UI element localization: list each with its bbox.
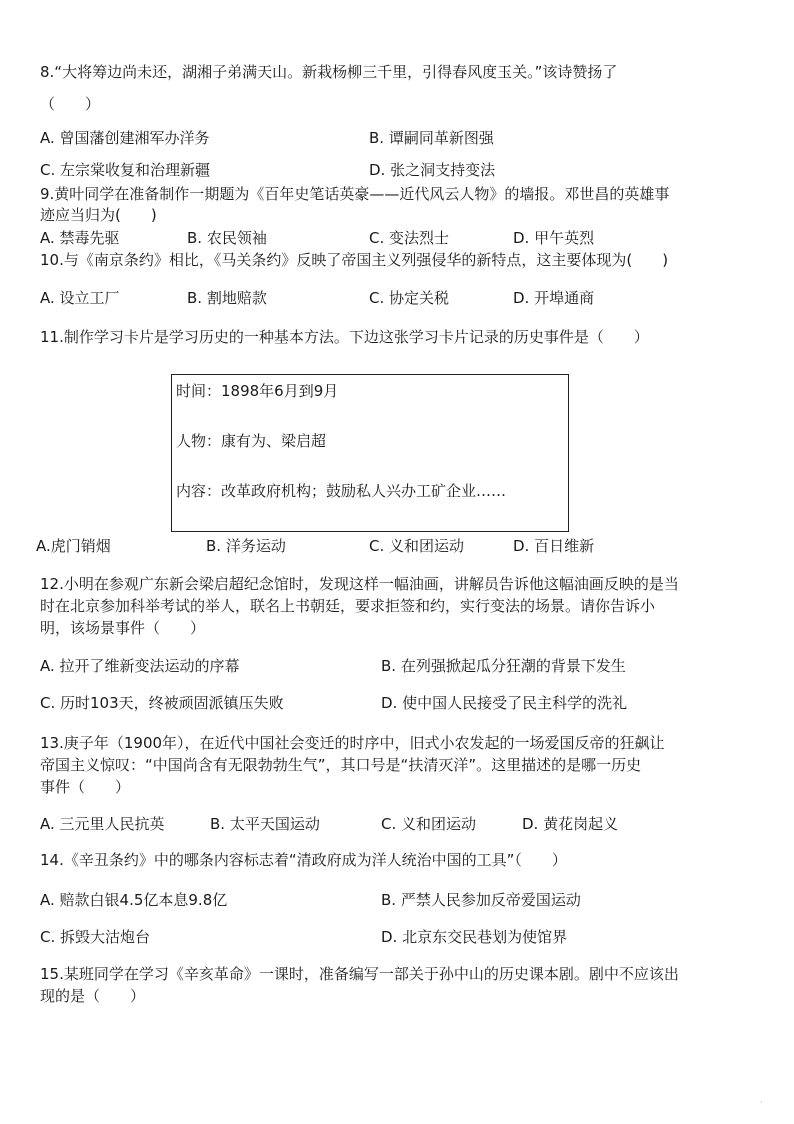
q10-option-a: A. 设立工厂 xyxy=(40,289,120,307)
q10-option-c: C. 协定关税 xyxy=(369,289,450,307)
q8-option-d: D. 张之洞支持变法 xyxy=(369,161,496,179)
q8-option-b: B. 谭嗣同革新图强 xyxy=(369,129,494,147)
q9-stem-line1: 9.黄叶同学在准备制作一期题为《百年史笔话英豪——近代风云人物》的墙报。邓世昌的英雄事 xyxy=(40,185,670,203)
q10-option-d: D. 开埠通商 xyxy=(513,289,595,307)
q8-blank: （ ） xyxy=(40,95,101,113)
q9-option-c: C. 变法烈士 xyxy=(369,229,450,247)
card-people: 人物：康有为、梁启超 xyxy=(176,432,327,450)
q14-stem: 14.《辛丑条约》中的哪条内容标志着“清政府成为洋人统治中国的工具”（ ） xyxy=(40,851,567,869)
q10-stem: 10.与《南京条约》相比，《马关条约》反映了帝国主义列强侵华的新特点，这主要体现为( ) xyxy=(40,251,669,269)
q8-stem: 8.“大将筹边尚未还，湖湘子弟满天山。新栽杨柳三千里，引得春风度玉关。”该诗赞扬了 xyxy=(40,63,618,81)
q11-option-b: B. 洋务运动 xyxy=(206,537,286,555)
q14-option-a: A. 赔款白银4.5亿本息9.8亿 xyxy=(40,891,228,909)
q9-stem-line2: 迹应当归为( ) xyxy=(40,206,157,224)
q12-stem-line1: 12.小明在参观广东新会梁启超纪念馆时，发现这样一幅油画，讲解员告诉他这幅油画反映的是当 xyxy=(40,575,679,593)
q9-option-d: D. 甲午英烈 xyxy=(513,229,595,247)
q12-option-a: A. 拉开了维新变法运动的序幕 xyxy=(40,657,240,675)
q15-stem-line2: 现的是（ ） xyxy=(40,987,146,1005)
q14-option-b: B. 严禁人民参加反帝爱国运动 xyxy=(381,891,581,909)
q12-option-c: C. 历时103天，终被顽固派镇压失败 xyxy=(40,694,284,712)
q13-option-b: B. 太平天国运动 xyxy=(210,815,320,833)
q9-option-b: B. 农民领袖 xyxy=(187,229,267,247)
q12-stem-line3: 明，该场景事件（ ） xyxy=(40,619,206,637)
q9-option-a: A. 禁毒先驱 xyxy=(40,229,120,247)
card-content: 内容：改革政府机构；鼓励私人兴办工矿企业…… xyxy=(176,482,507,500)
q12-option-b: B. 在列强掀起瓜分狂潮的背景下发生 xyxy=(381,657,626,675)
study-card xyxy=(171,374,569,532)
q13-option-c: C. 义和团运动 xyxy=(381,815,477,833)
q13-stem-line1: 13.庚子年（1900年），在近代中国社会变迁的时序中，旧式小农发起的一场爱国反帝的狂飙让 xyxy=(40,734,665,752)
q13-stem-line3: 事件（ ） xyxy=(40,778,131,796)
card-time: 时间：1898年6月到9月 xyxy=(176,382,339,400)
q12-stem-line2: 时在北京参加科举考试的举人，联名上书朝廷，要求拒签和约，实行变法的场景。请你告诉小 xyxy=(40,597,656,615)
q8-option-c: C. 左宗棠收复和治理新疆 xyxy=(40,161,211,179)
q14-option-c: C. 拆毁大沽炮台 xyxy=(40,928,151,946)
q11-option-c: C. 义和团运动 xyxy=(369,537,465,555)
q8-option-a: A. 曾国藩创建湘军办洋务 xyxy=(40,129,210,147)
q12-option-d: D. 使中国人民接受了民主科学的洗礼 xyxy=(381,694,628,712)
q15-stem-line1: 15.某班同学在学习《辛亥革命》一课时，准备编写一部关于孙中山的历史课本剧。剧中不应该出 xyxy=(40,965,679,983)
q11-option-a: A.虎门销烟 xyxy=(36,537,111,555)
q11-stem: 11.制作学习卡片是学习历史的一种基本方法。下边这张学习卡片记录的历史事件是（ ） xyxy=(40,328,649,346)
q13-option-d: D. 黄花岗起义 xyxy=(522,815,619,833)
q13-stem-line2: 帝国主义惊叹：“中国尚含有无限勃勃生气”，其口号是“扶清灭洋”。这里描述的是哪一历史 xyxy=(40,756,642,774)
q11-option-d: D. 百日维新 xyxy=(513,537,595,555)
q10-option-b: B. 割地赔款 xyxy=(187,289,267,307)
q13-option-a: A. 三元里人民抗英 xyxy=(40,815,165,833)
scan-mark: · xyxy=(760,1098,763,1107)
q14-option-d: D. 北京东交民巷划为使馆界 xyxy=(381,928,568,946)
